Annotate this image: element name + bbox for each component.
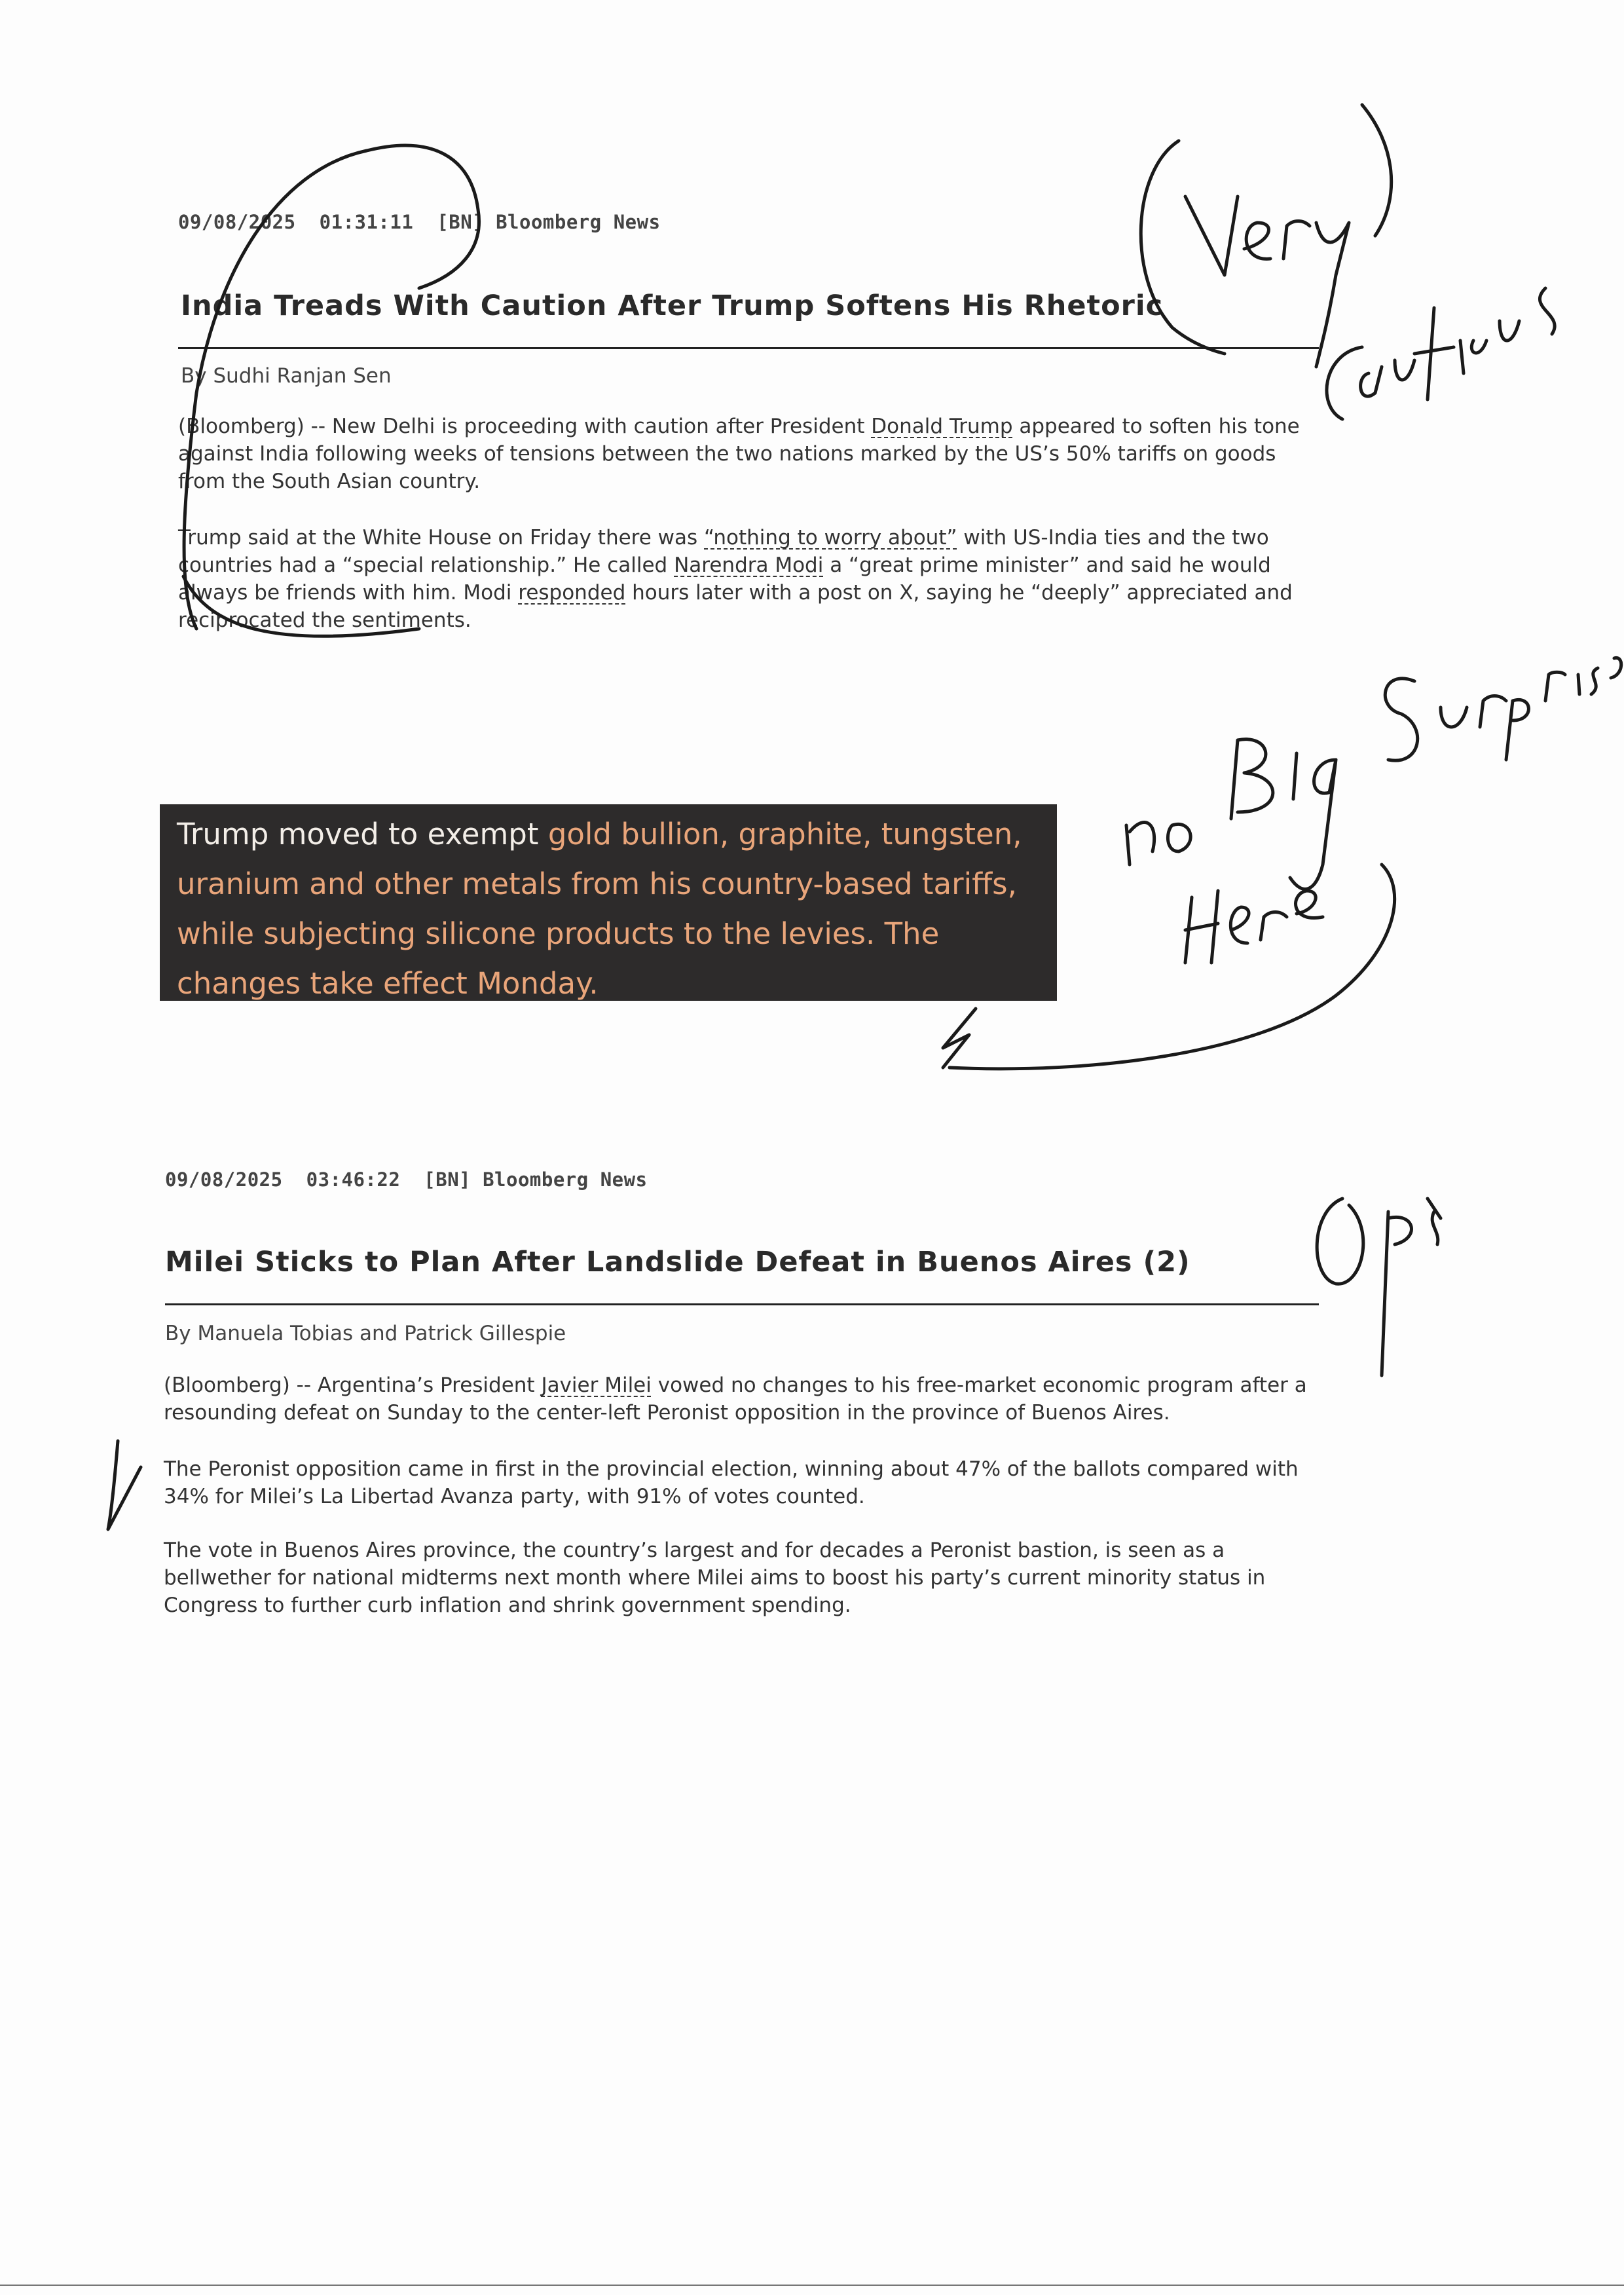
ink-very-V <box>1185 196 1238 275</box>
article1-p2-text-c: a “great prime minister” and said he would always be friends with him. Modi <box>178 553 1271 605</box>
ink-tick-article2 <box>108 1441 141 1529</box>
ink-very-paren-right <box>1362 105 1392 236</box>
article1-headline: India Treads With Caution After Trump Softens His Rhetoric <box>181 289 1164 322</box>
article1-divider <box>178 347 1319 349</box>
ink-very-e <box>1244 223 1270 259</box>
link-javier-milei[interactable]: Javier Milei <box>541 1373 652 1397</box>
page-bottom-edge <box>0 2285 1624 2286</box>
article2-byline: By Manuela Tobias and Patrick Gillespie <box>165 1322 566 1345</box>
ink-surprise <box>1385 658 1621 760</box>
article1-paragraph-1 <box>178 413 1318 495</box>
pull-quote-text: Trump moved to exempt <box>177 817 548 851</box>
link-donald-trump[interactable]: Donald Trump <box>871 415 1013 438</box>
link-nothing-to-worry-about[interactable]: “nothing to worry about” <box>704 526 957 550</box>
article1-p1-text-a: (Bloomberg) -- New Delhi is proceeding with caution after President <box>178 415 872 438</box>
pull-quote-box <box>160 804 1057 1001</box>
article2-time: 03:46:22 <box>306 1168 401 1191</box>
article2-divider <box>165 1303 1319 1305</box>
ink-very-y <box>1316 223 1349 367</box>
article1-paragraph-2 <box>178 524 1318 634</box>
ink-no <box>1126 823 1190 865</box>
article1-source: [BN] Bloomberg News <box>437 211 661 233</box>
article2-source: [BN] Bloomberg News <box>424 1168 648 1191</box>
article1-date: 09/08/2025 <box>178 211 296 233</box>
ink-very-r <box>1283 221 1310 259</box>
article1-p1-text-b: appeared to soften his tone against India following weeks of tensions between the two nations marked by the US’s 50% tariffs on goods from the South Asian country. <box>178 415 1300 493</box>
article2-date: 09/08/2025 <box>165 1168 283 1191</box>
pull-quote-highlight: gold bullion, graphite, tungsten, uranium and other metals from his country-based tariffs, while subjecting silicone products to the levies. The changes take effect Monday. <box>177 817 1022 1001</box>
article2-paragraph-1 <box>164 1371 1323 1427</box>
article1-dateline <box>178 211 684 233</box>
ink-cautious <box>1327 288 1555 419</box>
article2-p1-text-b: vowed no changes to his free-market economic program after a resounding defeat on Sunday to the center-left Peronist opposition in the province of Buenos Aires. <box>164 1373 1307 1425</box>
article1-time: 01:31:11 <box>319 211 414 233</box>
article2-paragraph-3: The vote in Buenos Aires province, the country’s largest and for decades a Peronist bastion, is seen as a bellwether for national midterms next month where Milei aims to boost his party’s current minority status in Congress to further curb inflation and shrink government spending. <box>164 1539 1266 1617</box>
link-narendra-modi[interactable]: Narendra Modi <box>674 553 824 577</box>
article1-p2-text-a: Trump said at the White House on Friday there was <box>178 526 705 550</box>
article1-p2-text-d: hours later with a post on X, saying he “deeply” appreciated and reciprocated the sentiments. <box>178 581 1293 632</box>
article1-p2-text-b: with US-India ties and the two countries had a “special relationship.” He called <box>178 526 1269 577</box>
article2-p1-text-a: (Bloomberg) -- Argentina’s President <box>164 1373 542 1397</box>
ink-ops <box>1317 1199 1441 1375</box>
article1-byline: By Sudhi Ranjan Sen <box>181 364 392 388</box>
article2-paragraph-2: The Peronist opposition came in first in the provincial election, winning about 47% of the ballots compared with 34% for Milei’s La Libertad Avanza party, with 91% of votes counted. <box>164 1457 1299 1508</box>
link-responded[interactable]: responded <box>518 581 626 605</box>
article2-headline: Milei Sticks to Plan After Landslide Defeat in Buenos Aires (2) <box>165 1246 1190 1278</box>
ink-big <box>1231 739 1336 889</box>
ink-here <box>1185 891 1323 963</box>
article2-dateline <box>165 1168 671 1191</box>
